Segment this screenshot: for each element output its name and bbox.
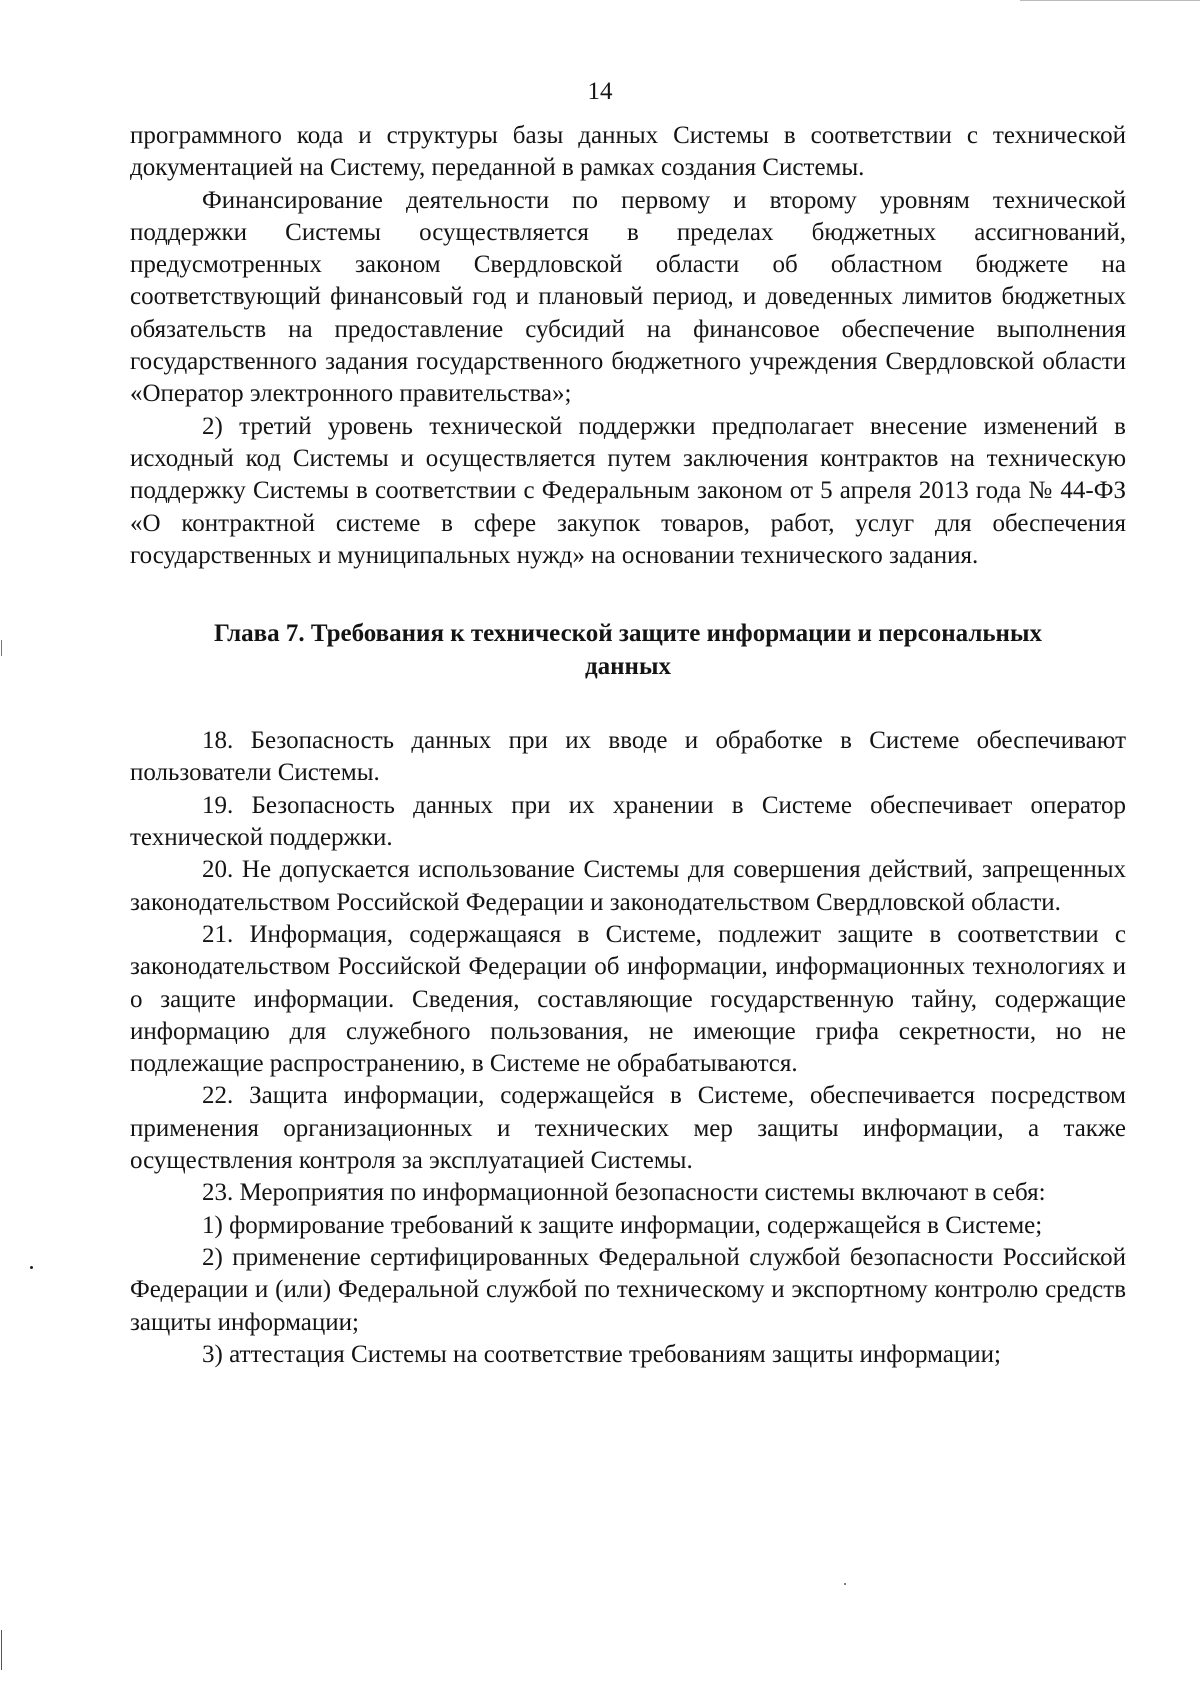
paragraph-item-18: 18. Безопасность данных при их вводе и обработке в Системе обеспечивают пользователи Системы. bbox=[130, 727, 1126, 787]
page-number: 14 bbox=[587, 78, 613, 105]
paragraph-item-20: 20. Не допускается использование Системы для совершения действий, запрещенных законодательством Российской Федерации и законодательством Свердловской области. bbox=[130, 856, 1126, 916]
scan-edge-mark-left bbox=[1, 640, 2, 656]
paragraph-item-22: 22. Защита информации, содержащейся в Системе, обеспечивается посредством применения организационных и технических мер защиты информации, а также осуществления контроля за эксплуатацией Системы. bbox=[130, 1082, 1126, 1175]
scan-edge-mark-left-bottom bbox=[1, 1630, 2, 1670]
scan-dot-bottom bbox=[844, 1583, 846, 1585]
paragraph-item-21: 21. Информация, содержащаяся в Системе, подлежит защите в соответствии с законодательством Российской Федерации об информации, информационных технологиях и о защите информации. Сведения, составляющие государственную тайну, содержащие информацию для служебного пользования, не имеющие грифа секретности, но не подлежащие распространению, в Системе не обрабатываются. bbox=[130, 920, 1126, 1078]
paragraph-financing: Финансирование деятельности по первому и второму уровням технической поддержки Системы осуществляется в пределах бюджетных ассигнований, предусмотренных законом Свердловской области об областном бюджете на соответствующий финансовый год и плановый период, и доведенных лимитов бюджетных обязательств на предоставление субсидий на финансовое обеспечение выполнения государственного задания государственного бюджетного учреждения Свердловской области «Оператор электронного правительства»; bbox=[130, 186, 1126, 408]
scan-edge-mark-top-right bbox=[1020, 0, 1200, 1]
paragraph-third-level-support: 2) третий уровень технической поддержки предполагает внесение изменений в исходный код Системы и осуществляется путем заключения контрактов на техническую поддержку Системы в соответствии с Федеральным законом от 5 апреля 2013 года № 44-ФЗ «О контрактной системе в сфере закупок товаров, работ, услуг для обеспечения государственных и муниципальных нужд» на основании технического задания. bbox=[130, 412, 1126, 569]
paragraph-continuation: программного кода и структуры базы данных Системы в соответствии с технической документацией на Систему, переданной в рамках создания Системы. bbox=[130, 122, 1126, 182]
document-body bbox=[130, 120, 1126, 1371]
chapter-title-line-1: Глава 7. Требования к технической защите информации и персональных bbox=[214, 620, 1042, 648]
paragraph-subitem-3: 3) аттестация Системы на соответствие требованиям защиты информации; bbox=[202, 1340, 1001, 1368]
paragraph-item-23: 23. Мероприятия по информационной безопасности системы включают в себя: bbox=[202, 1179, 1046, 1207]
chapter-title-line-2: данных bbox=[585, 653, 671, 681]
chapter-title bbox=[130, 617, 1126, 683]
paragraph-subitem-2: 2) применение сертифицированных Федеральной службой безопасности Российской Федерации и (или) Федеральной службой по техническому и экспортному контролю средств защиты информации; bbox=[130, 1243, 1126, 1336]
scan-dot-left bbox=[30, 1266, 33, 1269]
paragraph-item-19: 19. Безопасность данных при их хранении в Системе обеспечивает оператор технической поддержки. bbox=[130, 791, 1126, 852]
paragraph-subitem-1: 1) формирование требований к защите информации, содержащейся в Системе; bbox=[202, 1211, 1043, 1239]
